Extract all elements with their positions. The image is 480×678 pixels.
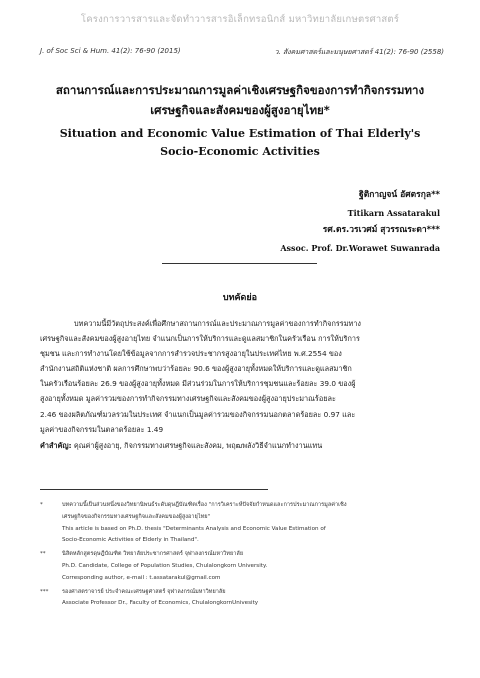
- author-block: [280, 187, 440, 257]
- footnote-line: Ph.D. Candidate, College of Population Studies, Chulalongkorn University.: [62, 562, 268, 569]
- footnote-line: เศรษฐกิจของกิจกรรมทางเศรษฐกิจและสังคมของผู้สูงอายุไทย": [62, 513, 211, 520]
- running-head: [40, 47, 444, 58]
- footnote-line: Corresponding author, e-mail : t.assatarakul@gmail.com: [62, 574, 221, 581]
- abstract-line: 2.46 ของผลิตภัณฑ์มวลรวมในประเทศ จำแนกเป็นมูลค่ารวมของกิจกรรมนอกตลาดร้อยละ 0.97 และ: [40, 409, 356, 419]
- abstract-body: [40, 316, 440, 437]
- running-head-right: ว. สังคมศาสตร์และมนุษยศาสตร์ 41(2): 76-90 (2558): [274, 48, 444, 56]
- keywords-text: คุณค่าผู้สูงอายุ, กิจกรรมทางเศรษฐกิจและสังคม, พฤฒพลังวิธีจำแนกทำงานแทน: [71, 441, 323, 450]
- footnote-line: นิสิตหลักสูตรดุษฎีบัณฑิต วิทยาลัยประชากรศาสตร์ จุฬาลงกรณ์มหาวิทยาลัย: [62, 551, 244, 558]
- title-english-line: Situation and Economic Value Estimation of Thai Elderly's: [59, 127, 421, 140]
- footnote-line: This article is based on Ph.D. thesis "Determinants Analysis and Economic Value Estimation of: [62, 525, 326, 532]
- title-thai-line: สถานการณ์และการประมาณการมูลค่าเชิงเศรษฐกิจของการทำกิจกรรมทาง: [55, 83, 425, 97]
- footnote-line: Associate Professor Dr., Faculty of Economics, ChulalongkornUnivesity: [62, 600, 259, 607]
- footnotes: [40, 500, 440, 612]
- footnote-mark: ***: [40, 588, 49, 595]
- abstract-line: สำนักงานสถิติแห่งชาติ ผลการศึกษาพบว่าร้อยละ 90.6 ของผู้สูงอายุทั้งหมดให้บริการและดูแลสมาชิก: [40, 364, 352, 374]
- abstract-line: มูลค่าของกิจกรรมในตลาดร้อยละ 1.49: [40, 424, 164, 434]
- keywords-label: คำสำคัญ:: [40, 441, 72, 450]
- title-divider: [162, 263, 317, 264]
- footnote-rule: [40, 489, 268, 490]
- author-1-thai: ฐิติกาญจน์ อัศตรกุล**: [359, 190, 440, 200]
- title-english-line: Socio-Economic Activities: [160, 145, 320, 158]
- footnote-line: Socio-Economic Activities of Elderly in Thailand".: [62, 537, 199, 544]
- running-head-left: J. of Soc Sci & Hum. 41(2): 76-90 (2015): [40, 47, 181, 55]
- watermark: โครงการวารสารและจัดทำวารสารอิเล็กทรอนิกส์ มหาวิทยาลัยเกษตรศาสตร์: [80, 14, 400, 25]
- footnote: [40, 500, 440, 547]
- abstract-line: ชุมชน และการทำงานโดยใช้ข้อมูลจากการสำรวจประชากรสูงอายุในประเทศไทย พ.ศ.2554 ของ: [40, 349, 342, 359]
- footnote-mark: *: [40, 502, 43, 508]
- abstract-line: สูงอายุทั้งหมด มูลค่ารวมของการทำกิจกรรมทางเศรษฐกิจและสังคมของผู้สูงอายุประมาณร้อยละ: [40, 394, 336, 404]
- title-thai: [20, 80, 460, 120]
- abstract-line: เศรษฐกิจและสังคมของผู้สูงอายุไทย จำแนกเป็นการให้บริการและดูแลสมาชิกในครัวเรือน การให้บริการ: [40, 334, 360, 344]
- title-english: [20, 125, 460, 161]
- footnote-line: บทความนี้เป็นส่วนหนึ่งของวิทยานิพนธ์ระดับดุษฎีบัณฑิตเรื่อง "การวิเคราะห์ปัจจัยกำหนดและการประมาณการมูลค่าเชิง: [62, 502, 347, 508]
- author-2-english: Assoc. Prof. Dr.Worawet Suwanrada: [280, 242, 440, 253]
- footnote-line: รองศาสตราจารย์ ประจำคณะเศรษฐศาสตร์ จุฬาลงกรณ์มหาวิทยาลัย: [62, 588, 226, 595]
- footnote: [40, 549, 440, 584]
- abstract-line: บทความนี้มีวัตถุประสงค์เพื่อศึกษาสถานการณ์และประมาณการมูลค่าของการทำกิจกรรมทาง: [74, 319, 361, 328]
- keywords: [40, 441, 450, 452]
- abstract-line: ในครัวเรือนร้อยละ 26.9 ของผู้สูงอายุทั้งหมด มีส่วนร่วมในการให้บริการชุมชนและร้อยละ 39.0 ของผู้: [40, 379, 356, 389]
- title-thai-line: เศรษฐกิจและสังคมของผู้สูงอายุไทย*: [150, 103, 330, 117]
- footnote: [40, 587, 440, 611]
- footnote-mark: **: [40, 551, 46, 558]
- abstract-heading: บทคัดย่อ: [222, 293, 258, 303]
- author-2-thai: รศ.ดร.วรเวศม์ สุวรรณระดา***: [322, 225, 440, 235]
- author-1-english: Titikarn Assatarakul: [347, 207, 440, 218]
